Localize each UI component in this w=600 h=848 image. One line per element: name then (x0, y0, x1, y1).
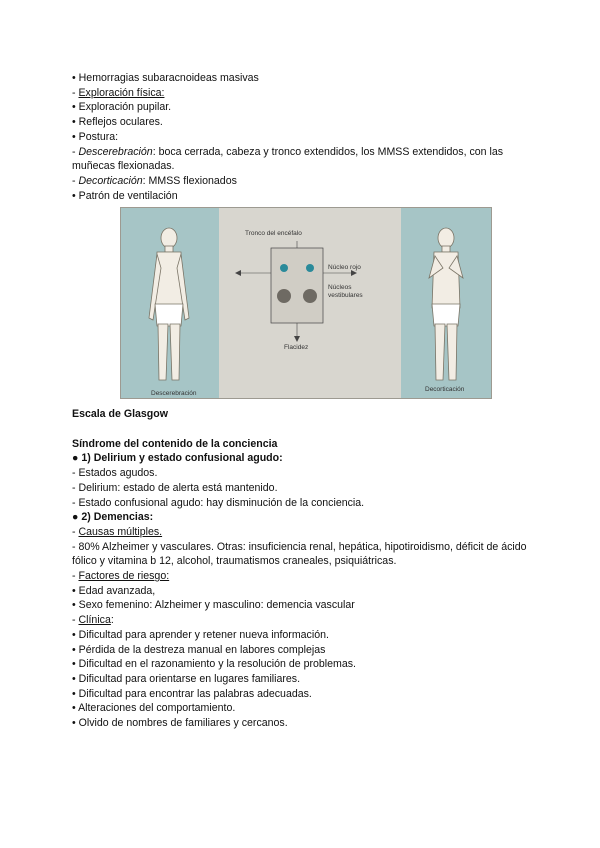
decorticacion-line (72, 174, 532, 189)
nucleo-rojo-right (306, 264, 314, 272)
factor-item-2: • Sexo femenino: Alzheimer y masculino: demencia vascular (72, 599, 355, 612)
exploracion-fisica-heading (72, 86, 532, 101)
decorticacion-desc: : MMSS flexionados (142, 174, 237, 187)
causas-text: - 80% Alzheimer y vasculares. Otras: insuficiencia renal, hepática, hipotiroidismo, déficit de ácido fólico y vitamina b 12, alcohol, traumatismos craneales, psiquiátricas. (72, 540, 527, 568)
dash: - (72, 570, 79, 583)
colon: : (110, 614, 114, 627)
bullet-reflejos-oculares: • Reflejos oculares. (72, 116, 163, 129)
delirium-item-1: - Estados agudos. (72, 467, 158, 480)
nucleo-vestibular-left (277, 289, 291, 303)
bullet-patron-ventilacion: • Patrón de ventilación (72, 189, 178, 202)
clinica-item-5: • Dificultad para encontrar las palabras adecuadas. (72, 687, 312, 700)
nucleo-vestibular-right (303, 289, 317, 303)
nucleos-label: Núcleos (328, 284, 352, 292)
decorticacion-caption: Decorticación (425, 386, 465, 394)
clinica-heading (72, 613, 532, 628)
spacer (72, 422, 532, 437)
descerebracion-line (72, 145, 532, 174)
descerebracion-term: Descerebración (78, 145, 153, 158)
factores-heading (72, 569, 532, 584)
vestibulares-label: vestibulares (328, 292, 363, 300)
nucleo-rojo-left (280, 264, 288, 272)
dash: - (72, 86, 79, 99)
posture-illustration (121, 208, 491, 398)
clinica-item-6: • Alteraciones del comportamiento. (72, 702, 236, 715)
factor-item-1: • Edad avanzada, (72, 584, 156, 597)
flacidez-label: Flacidez (284, 344, 309, 352)
clinica-item-2: • Pérdida de la destreza manual en labores complejas (72, 643, 326, 656)
sindrome-heading: Síndrome del contenido de la conciencia (72, 437, 278, 450)
exploracion-fisica-label: Exploración física: (78, 86, 165, 99)
dash: - (72, 145, 79, 158)
decorticacion-term: Decorticación (78, 174, 143, 187)
clinica-item-1: • Dificultad para aprender y retener nueva información. (72, 628, 329, 641)
dash: - (72, 525, 79, 538)
delirium-item-2: - Delirium: estado de alerta está mantenido. (72, 481, 278, 494)
descerebracion-desc: : boca cerrada, cabeza y tronco extendidos, los MMSS extendidos, con las muñecas flexionadas. (72, 145, 504, 173)
tronco-encefalo-label: Tronco del encéfalo (245, 230, 302, 238)
glasgow-heading: Escala de Glasgow (72, 408, 168, 421)
clinica-item-3: • Dificultad en el razonamiento y la resolución de problemas. (72, 658, 357, 671)
factores-label: Factores de riesgo: (78, 570, 170, 583)
nucleo-rojo-label: Núcleo rojo (328, 264, 361, 272)
brainstem-box (271, 248, 323, 323)
clinica-item-7: • Olvido de nombres de familiares y cercanos. (72, 717, 288, 730)
bullet-hemorragias: • Hemorragias subaracnoideas masivas (72, 72, 259, 84)
causas-heading (72, 525, 532, 540)
posture-figure (120, 207, 492, 399)
clinica-item-4: • Dificultad para orientarse en lugares familiares. (72, 672, 301, 685)
document-page (72, 71, 532, 731)
bullet-postura: • Postura: (72, 130, 119, 143)
dash: - (72, 614, 79, 627)
bullet-exploracion-pupilar: • Exploración pupilar. (72, 101, 172, 114)
demencias-heading: ● 2) Demencias: (72, 511, 154, 524)
delirium-item-3: - Estado confusional agudo: hay disminución de la conciencia. (72, 496, 365, 509)
delirium-heading: ● 1) Delirium y estado confusional agudo: (72, 452, 283, 465)
descerebracion-caption: Descerebración (151, 390, 197, 398)
causas-label: Causas múltiples. (78, 525, 163, 538)
dash: - (72, 174, 79, 187)
clinica-label: Clínica (78, 614, 111, 627)
